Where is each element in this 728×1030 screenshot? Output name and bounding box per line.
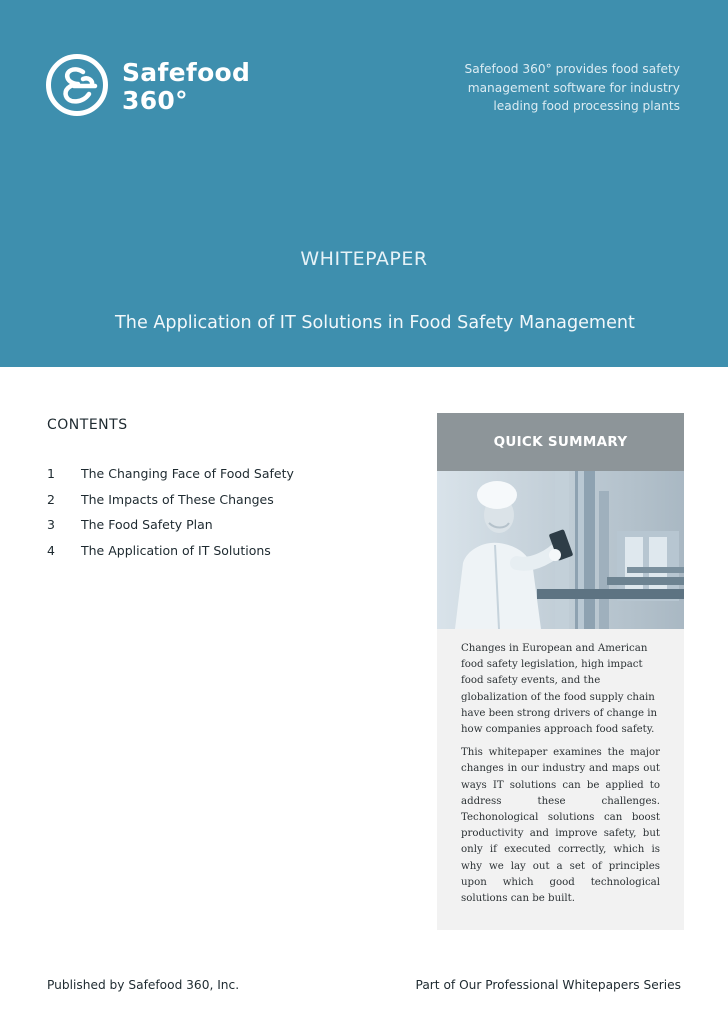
toc-item-number: 4: [47, 542, 55, 558]
toc-item[interactable]: [47, 492, 294, 518]
toc-item-label: The Application of IT Solutions: [81, 542, 271, 558]
toc-item[interactable]: [47, 466, 294, 492]
tagline-line: leading food processing plants: [493, 99, 680, 113]
tagline: [450, 60, 680, 116]
summary-paragraph: Changes in European and American food safety legislation, high impact food safety events, and the globalization of the food supply chain have been strong drivers of change in how companies approach food safety.: [461, 643, 658, 736]
series-text: Part of Our Professional Whitepapers Series: [415, 978, 681, 992]
document-title: The Application of IT Solutions in Food Safety Management: [115, 313, 635, 333]
safefood-logo-icon: [45, 53, 109, 117]
factory-worker-photo: [437, 471, 684, 629]
logo-line-1: Safefood: [122, 58, 251, 87]
toc-item-label: The Changing Face of Food Safety: [81, 466, 294, 481]
toc-item-number: 2: [47, 491, 55, 507]
toc-item-number: 3: [47, 517, 55, 532]
quick-summary-heading: QUICK SUMMARY: [437, 413, 684, 471]
logo-wordmark: [122, 59, 250, 115]
logo[interactable]: [45, 53, 285, 117]
summary-paragraph: This whitepaper examines the major changes in our industry and maps out ways IT solutions can be applied to address these challenges. Techonological solutions can boost productivity and improve safety, but only if executed correctly, which is why we lay out a set of principles upon which good technological solutions can be built.: [461, 747, 660, 905]
toc-item-label: The Impacts of These Changes: [81, 491, 274, 507]
quick-summary-body: [437, 629, 684, 907]
quick-summary-panel: [437, 413, 684, 930]
tagline-line: management software for industry: [467, 80, 680, 95]
toc-item[interactable]: [47, 543, 294, 569]
document-type: WHITEPAPER: [300, 248, 428, 270]
header-banner: [0, 0, 728, 367]
contents-heading: CONTENTS: [47, 417, 128, 433]
publisher-text: Published by Safefood 360, Inc.: [47, 978, 240, 992]
toc-item-label: The Food Safety Plan: [81, 517, 213, 532]
toc-item[interactable]: [47, 517, 294, 543]
logo-line-2: 360°: [122, 86, 188, 115]
table-of-contents: [47, 466, 294, 568]
tagline-line: Safefood 360° provides food safety: [464, 62, 680, 76]
toc-item-number: 1: [47, 466, 55, 481]
